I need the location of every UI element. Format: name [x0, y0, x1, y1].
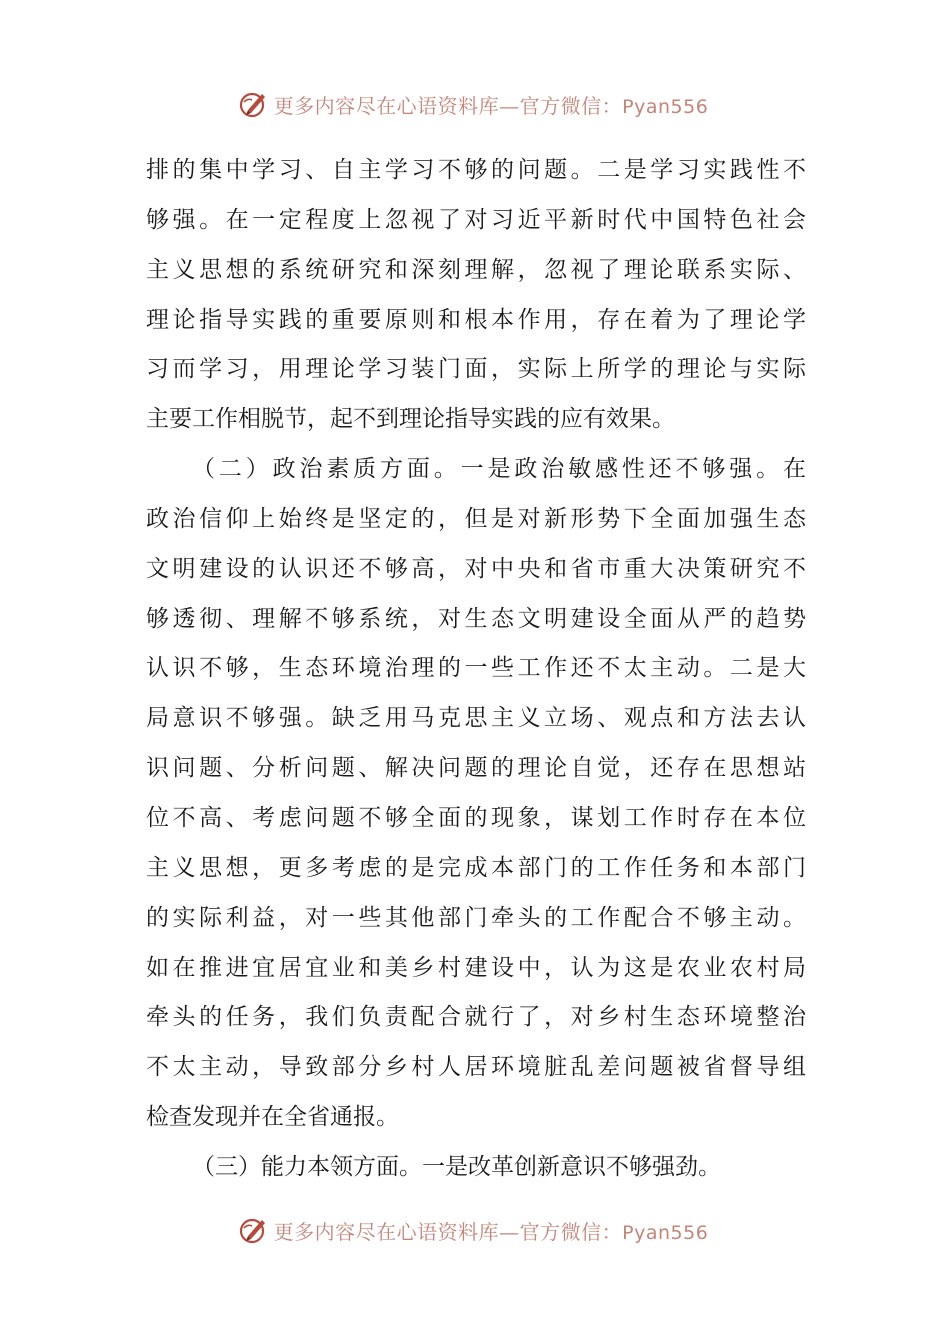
body-line: 习而学习，用理论学习装门面，实际上所学的理论与实际: [146, 356, 806, 383]
footer-banner-text: [274, 1216, 709, 1245]
body-line: 不太主动，导致部分乡村人居环境脏乱差问题被省督导组: [146, 1054, 806, 1081]
body-line: 排的集中学习、自主学习不够的问题。二是学习实践性不: [146, 157, 806, 183]
body-line: 够透彻、理解不够系统，对生态文明建设全面从严的趋势: [146, 605, 806, 632]
pen-seal-icon: [238, 88, 270, 120]
body-line: 牵头的任务，我们负责配合就行了，对乡村生态环境整治: [146, 1004, 806, 1031]
body-line: 的实际利益，对一些其他部门牵头的工作配合不够主动。: [146, 904, 806, 931]
section-heading-line: （三）能力本领方面。一是改革创新意识不够强劲。: [192, 1153, 721, 1180]
header-banner: [0, 84, 950, 124]
header-banner-text: [274, 90, 709, 119]
footer-banner-cn: 更多内容尽在心语资料库—官方微信：: [273, 1219, 623, 1244]
body-line: 主要工作相脱节，起不到理论指导实践的应有效果。: [146, 406, 675, 433]
body-line: 局意识不够强。缺乏用马克思主义立场、观点和方法去认: [146, 705, 806, 732]
pen-seal-icon: [238, 1214, 270, 1246]
body-line: 主义思想的系统研究和深刻理解，忽视了理论联系实际、: [146, 256, 806, 283]
body-line: 文明建设的认识还不够高，对中央和省市重大决策研究不: [146, 555, 806, 582]
body-line: 认识不够，生态环境治理的一些工作还不太主动。二是大: [146, 655, 806, 682]
section-heading-line: （二）政治素质方面。一是政治敏感性还不够强。在: [192, 456, 806, 483]
header-banner-id: Pyan556: [622, 95, 709, 118]
body-line: 理论指导实践的重要原则和根本作用，存在着为了理论学: [146, 306, 806, 333]
footer-banner-id: Pyan556: [622, 1221, 709, 1244]
body-line: 如在推进宜居宜业和美乡村建设中，认为这是农业农村局: [146, 954, 806, 981]
body-line: 主义思想，更多考虑的是完成本部门的工作任务和本部门: [146, 854, 806, 881]
body-line: 够强。在一定程度上忽视了对习近平新时代中国特色社会: [146, 206, 806, 233]
body-line: 位不高、考虑问题不够全面的现象，谋划工作时存在本位: [146, 804, 806, 831]
header-banner-cn: 更多内容尽在心语资料库—官方微信：: [273, 93, 623, 118]
document-body: [146, 146, 806, 1193]
body-line: 识问题、分析问题、解决问题的理论自觉，还存在思想站: [146, 755, 806, 782]
footer-banner: [0, 1210, 950, 1250]
body-line: 政治信仰上始终是坚定的，但是对新形势下全面加强生态: [146, 505, 806, 532]
body-line: 检查发现并在全省通报。: [146, 1104, 399, 1131]
